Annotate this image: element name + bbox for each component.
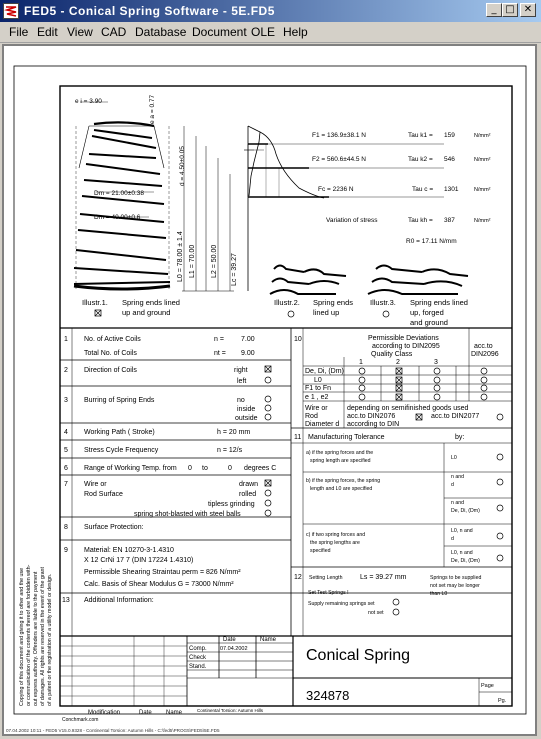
continental-label: Continental Torsion: Autumn Hills [197,708,263,713]
inner-frame [60,86,512,706]
illustr-1-label: Illustr.1. [82,298,108,307]
row-4-number: 4 [64,429,68,436]
check-label: Check [189,655,207,661]
menu-ole[interactable]: OLE [251,25,276,39]
tol-c-value-2b: De, Di, (Dm) [451,558,480,564]
tk1-label: Tau k1 = [408,132,433,139]
tol-b-value-1b: d [451,482,454,488]
supply-remaining-label: Supply remaining springs set [308,601,375,607]
set-test-label: Set Test Springs ! [308,590,349,596]
minimize-button[interactable]: _ [486,3,502,17]
dev-row-3: F1 to Fn [305,385,332,392]
dev-row-4: e 1 , e2 [305,394,329,401]
illustr-3-text3: and ground [410,318,448,327]
row-10-number: 10 [294,336,302,343]
outer-frame [14,66,526,714]
pg-label: Pg. [498,698,507,704]
than-l0-label: than L0 [430,591,448,597]
f2-label: F2 = 560.6±44.5 N [312,156,366,163]
illustr-1-text1: Spring ends lined [122,298,180,307]
force-diagram [244,126,444,291]
l0-label: L0 = 78.00 ± 1.4 [177,231,184,282]
wire-rod-3: Diameter d [305,421,340,428]
menu-bar [0,22,541,43]
svg-text:of damages. All rights are res: of damages. All rights are reserved in the event of the grant [40,567,46,706]
window-title: FED5 - Conical Spring Software - 5E.FD5 [24,4,275,18]
f1-label: F1 = 136.9±38.1 N [312,132,366,139]
unit-1: N/mm² [474,133,491,139]
spring-illustr-3 [368,266,468,295]
shear-mod-label: Calc. Basis of Shear Modulus G = 73000 N/mm² [84,581,234,588]
depending-label: depending on semifinished goods used [347,405,469,412]
illustr-2-text2: lined up [313,308,340,317]
n-label: n = [214,336,224,343]
n-value: 7.00 [241,336,255,343]
drawing-sheet [4,46,535,734]
stress-freq-value: n = 12/s [217,447,243,454]
close-button[interactable]: ✕ [520,3,536,17]
menu-cad[interactable]: CAD [101,25,127,39]
temp-range-label: Range of Working Temp. from [84,465,177,472]
active-coils-label: No. of Active Coils [84,336,141,343]
illustr-3-label: Illustr.3. [370,298,396,307]
menu-edit[interactable]: Edit [37,25,58,39]
fc-label: Fc = 2236 N [318,186,354,193]
footer-status-line: 07.04.2002 10:11 - FED5 V15.0.9328 - Continental Torsion: Autumn Hills - C:\fed5\PROG5\FED5\5E.FD5 [6,728,220,733]
stand-label: Stand. [189,664,207,670]
illustr-3-text2: up, forged [410,308,444,317]
dev-row-1: De, Di, (Dm) [305,368,344,375]
l1-label: L1 = 70.00 [189,244,196,278]
svg-text:of a patent or the registratio: of a patent or the registration of a utility model or design. [47,573,53,706]
app-icon [3,3,19,19]
e-i-label: e i = 3.90 [75,98,102,105]
tk2-value: 546 [444,156,455,163]
conical-spring-main [74,122,170,291]
inside-option: inside [237,406,256,413]
tol-a-line-2: spring length are specified [310,458,371,464]
tol-c-value-2: L0, n and [451,550,473,556]
menu-view[interactable]: View [67,25,93,39]
tol-b-value-2: n and [451,500,464,506]
row-11-number: 11 [294,434,302,441]
drawing-title: Conical Spring [306,647,411,664]
wire-rod-1: Wire or [305,405,328,412]
springs-supplied-label: Springs to be supplied [430,575,482,581]
tipless-option: tipless grinding [208,501,255,508]
wire-or-label: Wire or [84,481,107,488]
tkc-label: Tau c = [412,186,434,193]
total-coils-label: Total No. of Coils [84,350,137,357]
bottom-left-text: Conchmark.com [62,717,99,723]
maximize-button[interactable]: □ [502,3,518,17]
temp-unit: degrees C [244,465,277,472]
dm-inner-label: Dm = 40.00±0.6 [94,214,141,221]
row-8-number: 8 [64,524,68,531]
menu-file[interactable]: File [9,25,29,39]
menu-database[interactable]: Database [135,25,187,39]
material-line-1: Material: EN 10270-3-1.4310 [84,547,174,554]
page-label: Page [481,683,494,689]
dev-row-2: L0 [314,377,322,384]
acc-din2076-label: acc.to DIN2076 [347,413,396,420]
tkh-label: Tau kh = [408,217,433,224]
spec-table-grid [60,328,512,636]
spec-options[interactable] [265,366,271,516]
modification-label: Modification [88,710,121,716]
name-header: Name [260,637,277,643]
quality-class-label: Quality Class [371,351,413,358]
row-9-number: 9 [64,547,68,554]
working-path-value: h = 20 mm [217,429,251,436]
right-option: right [234,367,248,374]
not-set-label: not set [368,610,384,616]
row-13-number: 13 [62,597,70,604]
not-set-longer-label: not set may be longer [430,583,480,589]
no-option: no [237,397,245,404]
d-wire-label: d = 4.50±0.05 [179,146,186,186]
tk2-label: Tau k2 = [408,156,433,163]
row-6-number: 6 [64,465,68,472]
tol-b-line-2: length and L0 are specified [310,486,373,492]
qc-2: 2 [396,359,400,366]
tol-c-line-1: c) if two spring forces and [306,532,366,538]
drawing-number: 324878 [306,688,350,703]
acc-din-label: according to DIN [347,421,400,428]
mfg-tol-label: Manufacturing Tolerance [308,434,385,441]
row-5-number: 5 [64,447,68,454]
document-area[interactable] [2,44,537,736]
perm-stress-label: Permissible Shearing Straintau perm = 826 N/mm² [84,569,241,576]
tkh-value: 387 [444,217,455,224]
menu-help[interactable]: Help [283,25,308,39]
acc-to-label: acc.to [474,343,493,350]
setting-length-label: Setting Length [309,575,343,581]
rolled-option: rolled [239,491,257,498]
rod-surface-label: Rod Surface [84,491,123,498]
wire-rod-2: Rod [305,413,318,420]
r0-label: R0 = 17.11 N/mm [406,238,457,245]
row-7-number: 7 [64,481,68,488]
nt-value: 9.00 [241,350,255,357]
comp-date: 07.04.2002 [220,646,248,652]
shotblasted-option: spring shot-blasted with steel balls [134,511,241,518]
burring-label: Burring of Spring Ends [84,397,155,404]
outside-option: outside [235,415,258,422]
acc-din2095-label: according to DIN2095 [372,343,440,350]
tol-c-line-2: the spring lengths are [310,540,360,546]
tol-a-value: L0 [451,455,457,461]
left-option: left [237,378,247,385]
illustr-1-text2: up and ground [122,308,171,317]
surface-protection-label: Surface Protection: [84,524,144,531]
row-1-number: 1 [64,336,68,343]
by-label: by: [455,434,465,441]
illustr-2-text1: Spring ends [313,298,354,307]
tol-a-line-1: a) if the spring forces and the [306,450,374,456]
temp-to-label: to [202,465,208,472]
nt-label: nt = [214,350,226,357]
lc-label: Lc = 39.27 [231,253,238,286]
drawn-option: drawn [239,481,259,488]
acc-din2077-label: acc.to DIN2077 [431,413,480,420]
title-bar [0,0,541,22]
dm-outer-label: Dm = 21.00±0.38 [94,190,145,197]
temp-to-value: 0 [228,465,232,472]
perm-dev-label: Permissible Deviations [368,335,439,342]
tk1-value: 159 [444,132,455,139]
row-2-number: 2 [64,367,68,374]
additional-info-label: Additional Information: [84,597,154,604]
qc-3: 3 [434,359,438,366]
din2096-label: DIN2096 [471,351,499,358]
tol-c-value-1: L0, n and [451,528,473,534]
e-a-label: e a = 0.77 [149,94,156,124]
tol-b-line-1: b) if the spring forces, the spring [306,478,381,484]
menu-document[interactable]: Document [192,25,247,39]
qc-1: 1 [359,359,363,366]
unit-4: N/mm² [474,218,491,224]
tol-b-value-1: n and [451,474,464,480]
tkc-value: 1301 [444,186,459,193]
row-3-number: 3 [64,397,68,404]
copyright-notice [19,564,53,706]
spring-illustr-2 [270,266,346,295]
variation-label: Variation of stress [326,217,378,224]
mod-date-label: Date [139,710,152,716]
comp-label: Comp. [189,646,207,652]
svg-text:or communication of the conten: or communication of the contents thereof are forbidden with- [26,564,32,706]
mod-name-label: Name [166,710,183,716]
svg-text:out express authority. Offende: out express authority. Offenders are liable to the payment [33,571,39,706]
spring-drawing [74,102,468,294]
date-header: Date [223,637,236,643]
unit-2: N/mm² [474,157,491,163]
unit-3: N/mm² [474,187,491,193]
ls-value: Ls = 39.27 mm [360,574,407,581]
working-path-label: Working Path ( Stroke) [84,429,155,436]
stress-freq-label: Stress Cycle Frequency [84,447,159,454]
material-line-2: X 12 CrNi 17 7 (DIN 17224 1.4310) [84,557,194,564]
title-block-grid [60,636,512,706]
direction-label: Direction of Coils [84,367,137,374]
illustr-2-label: Illustr.2. [274,298,300,307]
tol-b-value-2b: De, Di, (Dm) [451,508,480,514]
temp-from-value: 0 [188,465,192,472]
illustr-3-text1: Spring ends lined [410,298,468,307]
tol-c-line-3: specified [310,548,331,554]
tol-c-value-1b: d [451,536,454,542]
l2-label: L2 = 50.00 [211,244,218,278]
svg-text:Copying of this document and g: Copying of this document and giving it to other and the use [19,567,25,706]
row-12-number: 12 [294,574,302,581]
